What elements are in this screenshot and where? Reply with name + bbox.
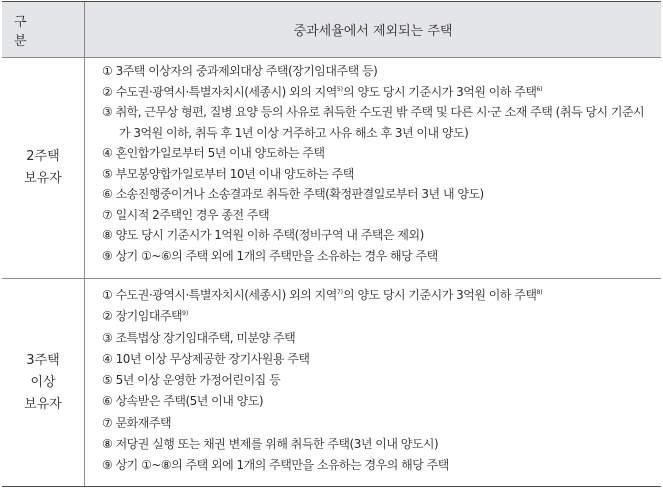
category-header: 구 분 [14,14,41,49]
list-item: ⑥ 상속받은 주택(5년 이내 양도) [102,394,264,409]
footnote-ref: 7) [336,289,344,296]
footnote-ref: 5) [336,85,344,93]
table-title: 중과세율에서 제외되는 주택 [293,24,453,39]
footnote-ref: 8) [536,289,543,296]
list-item: ① 3주택 이상자의 중과제외대상 주택(장기임대주택 등) [102,64,378,78]
list-item: ⑦ 일시적 2주택인 경우 종전 주택 [102,207,270,222]
list-item: ① 수도권·광역시·특별자치시(세종시) 외의 지역$^{7)}$의 양도 당시 기준시가 3억원 이하 주택$^{8)}$ [102,288,543,302]
list-item: ⑥ 소송진행중이거나 소송결과로 취득한 주택(확정판결일로부터 3년 내 양도) [102,187,484,201]
item-list [102,285,655,477]
list-item: ⑦ 문화재주택 [102,415,172,430]
item-list [102,61,655,266]
footnote-ref: 6) [536,85,543,93]
table-header [2,2,661,58]
exclusion-table [2,1,661,487]
category-line: 보유자 [24,170,62,186]
list-item: ⑤ 5년 이상 운영한 가정어린이집 등 [102,373,281,388]
column-divider [84,2,85,486]
list-item: ② 수도권·광역시·특별자치시(세종시) 외의 지역$^{5)}$의 양도 당시 기준시가 3억원 이하 주택$^{6)}$ [102,84,543,99]
list-item: ④ 혼인합가일로부터 5년 이내 양도하는 주택 [102,146,325,160]
list-item: ④ 10년 이상 무상제공한 장기사원용 주택 [102,351,310,366]
footnote-ref: 9) [182,310,189,318]
list-item: ③ 취학, 근무상 형편, 질병 요양 등의 사유로 취득한 수도권 밖 주택 및 다른 시·군 소재 주택 (취득 당시 기준시가 3억원 이하, 취득 후 1년 이상 거주하고 사유 해소 후 3년 이내 양도) [102,105,645,140]
category-line: 이상 [30,374,56,390]
list-item: ⑧ 저당권 실행 또는 채권 변제를 위해 취득한 주택(3년 이내 양도시) [102,437,439,452]
category-line: 보유자 [24,396,62,412]
table-row-two-houses [2,57,661,279]
category-two-house-owner [2,57,84,278]
list-item: ② 장기임대주택$^{9)}$ [102,309,189,324]
list-item: ⑨ 상기 ①~⑧의 주택 외에 1개의 주택만을 소유하는 경우의 해당 주택 [102,458,449,473]
list-item: ③ 조특법상 장기임대주택, 미분양 주택 [102,330,296,345]
category-line: 2주택 [26,148,60,164]
list-item: ⑨ 상기 ①~⑥의 주택 외에 1개의 주택만을 소유하는 경우 해당 주택 [102,248,438,263]
list-item: ⑧ 양도 당시 기준시가 1억원 이하 주택(정비구역 내 주택은 제외) [102,228,424,242]
category-three-plus-owner [2,279,84,486]
category-line: 3주택 [26,352,60,368]
table-row-three-plus-houses [2,279,661,486]
list-item: ⑤ 부모봉양합가일로부터 10년 이내 양도하는 주택 [102,166,354,181]
